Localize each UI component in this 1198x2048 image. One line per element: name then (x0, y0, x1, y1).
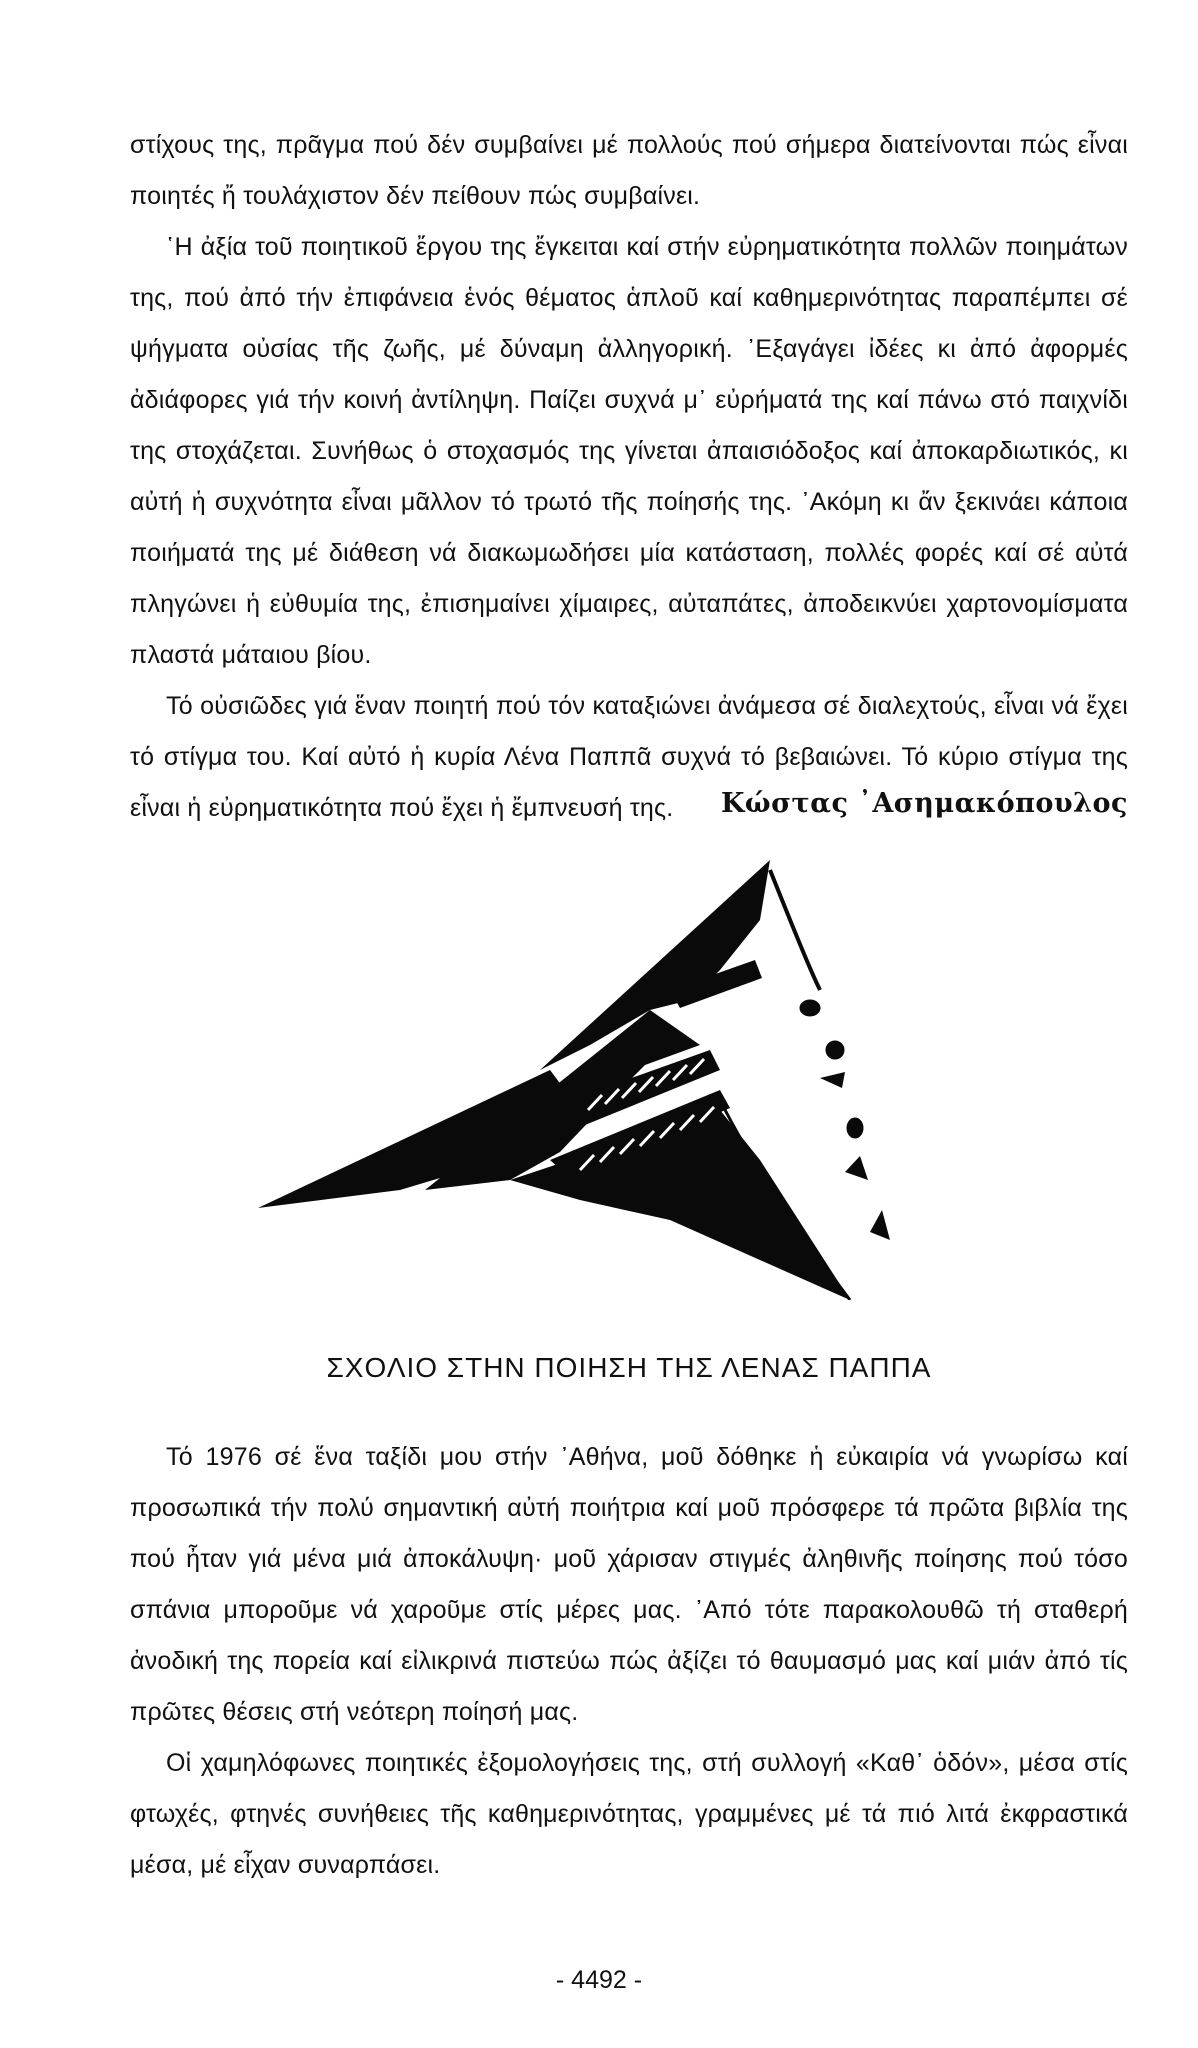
author-signature: Κώστας ᾿Ασημακόπουλος (720, 788, 1128, 819)
paragraph-poetic-value: ῾Η ἀξία τοῦ ποιητικοῦ ἔργου της ἔγκειται καί στήν εὐρηματικότητα πολλῶν ποιημάτων της, πού ἀπό τήν ἐπιφάνεια ἑνός θέματος ἁπλοῦ καί καθημερινότητας παραπέμπει σέ ψήγματα οὐσίας τῆς ζωῆς, μέ δύναμη ἀλληγορική. ᾿Εξαγάγει ἰδέες κι ἀπό ἀφορμές ἀδιάφορες γιά τήν κοινή ἀντίληψη. Παίζει συχνά μ᾿ εὐρήματά της καί πάνω στό παιχνίδι της στοχάζεται. Συνήθως ὁ στοχασμός της γίνεται ἀπαισιόδοξος καί ἀποκαρδιωτικός, κι αὐτή ἡ συχνότητα εἶναι μᾶλλον τό τρωτό τῆς ποίησής της. ᾿Ακόμη κι ἄν ξεκινάει κάποια ποιήματά της μέ διάθεση νά διακωμωδήσει μία κατάσταση, πολλές φορές καί σέ αὐτά πληγώνει ἡ εὐθυμία της, ἐπισημαίνει χίμαιρες, αὐταπάτες, ἀποδεικνύει χαρτονομίσματα πλαστά μάταιου βίου. (130, 233, 1128, 669)
section-title: ΣΧΟΛΙΟ ΣΤΗΝ ΠΟΙΗΣΗ ΤΗΣ ΛΕΝΑΣ ΠΑΠΠΑ (326, 1352, 932, 1383)
page-number: - 4492 - (555, 1966, 643, 1994)
paragraph-essential-mark: Τό οὐσιῶδες γιά ἕναν ποιητή πού τόν καταξιώνει ἀνάμεσα σέ διαλεχτούς, εἶναι νά ἔχει τό στίγμα του. Καί αὐτό ἡ κυρία Λένα Παππᾶ συχνά τό βεβαιώνει. Τό κύριο στίγμα της εἶναι ἡ εὐρηματικότητα πού ἔχει ἡ ἔμπνευσή της. (130, 692, 1128, 822)
bottom-text-block (130, 1432, 1128, 1891)
paragraph-continuation: στίχους της, πρᾶγμα πού δέν συμβαίνει μέ πολλούς πού σήμερα διατείνονται πώς εἶναι ποιητές ἤ τουλάχιστον δέν πείθουν πώς συμβαίνει. (130, 131, 1128, 210)
top-text-block (130, 120, 1128, 834)
paragraph-athens-trip: Τό 1976 σέ ἕνα ταξίδι μου στήν ᾿Αθήνα, μοῦ δόθηκε ἡ εὐκαιρία νά γνωρίσω καί προσωπικά τήν πολύ σημαντική αὐτή ποιήτρια καί μοῦ πρόσφερε τά πρῶτα βιβλία της πού ἦταν γιά μένα μιά ἀποκάλυψη· μοῦ χάρισαν στιγμές ἀληθινῆς ποίησης πού τόσο σπάνια μποροῦμε νά χαροῦμε στίς μέρες μας. ᾿Από τότε παρακολουθῶ τή σταθερή ἀνοδική της πορεία καί εἰλικρινά πιστεύω πώς ἀξίζει τό θαυμασμό μας καί μιάν ἀπό τίς πρῶτες θέσεις στή νεότερη ποίησή μας. (130, 1443, 1128, 1726)
paragraph-confessions: Οἱ χαμηλόφωνες ποιητικές ἐξομολογήσεις της, στή συλλογή «Καθ᾿ ὁδόν», μέσα στίς φτωχές, φτηνές συνήθειες τῆς καθημερινότητας, γραμμένες μέ τά πιό λιτά ἐκφραστικά μέσα, μέ εἶχαν συναρπάσει. (130, 1749, 1128, 1879)
abstract-ink-drawing-icon (250, 860, 910, 1300)
